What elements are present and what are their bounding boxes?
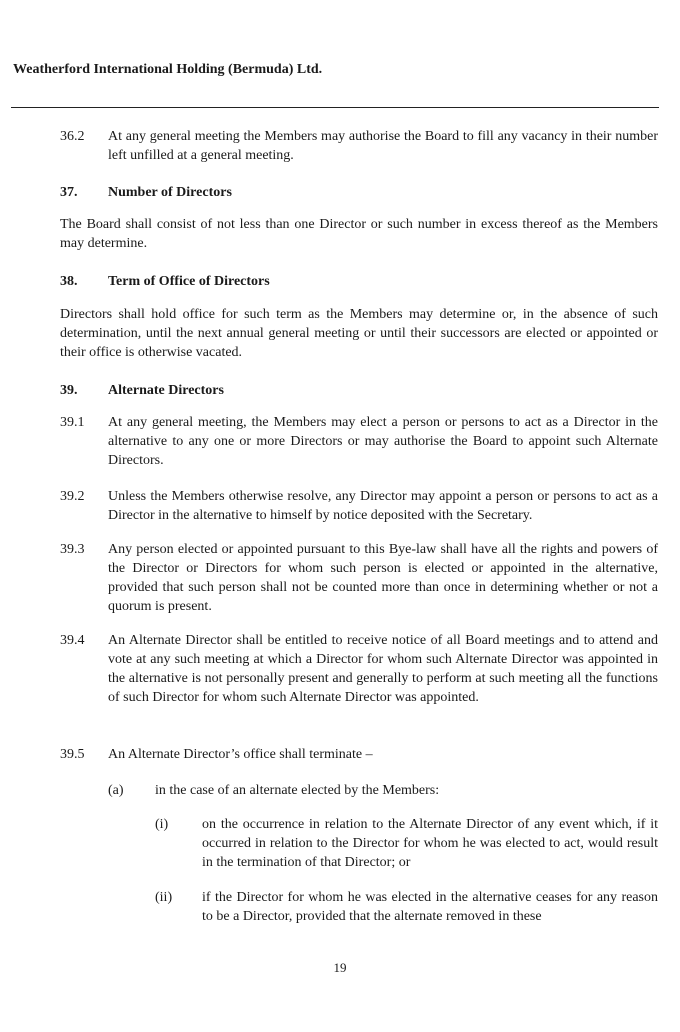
clause-text: At any general meeting the Members may authorise the Board to fill any vacancy in their number left unfilled at a general meeting. bbox=[108, 129, 658, 163]
heading-number: 37. bbox=[60, 185, 78, 200]
clause-text: in the case of an alternate elected by the Members: bbox=[155, 783, 440, 798]
clause-text: if the Director for whom he was elected in the alternative ceases for any reason to be a Director, provided that the alternate removed in these bbox=[202, 890, 658, 924]
clause-number: 36.2 bbox=[60, 129, 85, 144]
heading-number: 38. bbox=[60, 274, 78, 289]
page-number: 19 bbox=[333, 960, 347, 975]
clause-number: 39.2 bbox=[60, 489, 85, 504]
clause-text: An Alternate Director shall be entitled to receive notice of all Board meetings and to attend and vote at any such meeting at which a Director for whom such Alternate Director was appointed in the alternative is not personally present and generally to perform at such meeting all the functions of such Director for whom such Alternate Director was appointed. bbox=[108, 633, 658, 705]
clause-text: Unless the Members otherwise resolve, any Director may appoint a person or persons to act as a Director in the alternative to himself by notice deposited with the Secretary. bbox=[108, 489, 658, 523]
header-rule bbox=[11, 107, 659, 108]
clause-number: 39.4 bbox=[60, 633, 85, 648]
heading-number: 39. bbox=[60, 383, 78, 398]
paragraph-text: Directors shall hold office for such term as the Members may determine or, in the absence of such determination, until the next annual general meeting or until their successors are elected or appointed or their office is otherwise vacated. bbox=[60, 307, 658, 360]
clause-text: At any general meeting, the Members may elect a person or persons to act as a Director in the alternative to any one or more Directors or may authorise the Board to appoint such Alternate Directors. bbox=[108, 415, 658, 468]
clause-number: (ii) bbox=[155, 890, 173, 905]
document-header: Weatherford International Holding (Bermuda) Ltd. bbox=[13, 62, 323, 77]
heading-title: Term of Office of Directors bbox=[108, 274, 270, 289]
clause-number: 39.5 bbox=[60, 747, 85, 762]
clause-number: (a) bbox=[108, 783, 124, 798]
paragraph-text: The Board shall consist of not less than one Director or such number in excess thereof as the Members may determine. bbox=[60, 217, 658, 251]
clause-text: on the occurrence in relation to the Alternate Director of any event which, if it occurred in relation to the Director for whom he was elected to act, would result in the termination of that Director; or bbox=[202, 817, 658, 870]
clause-number: 39.1 bbox=[60, 415, 85, 430]
clause-text: Any person elected or appointed pursuant to this Bye-law shall have all the rights and powers of the Director or Directors for whom such person is elected or appointed in the alternative, provided that such person shall not be counted more than once in determining whether or not a quorum is present. bbox=[108, 542, 658, 614]
heading-title: Alternate Directors bbox=[108, 383, 224, 398]
heading-title: Number of Directors bbox=[108, 185, 232, 200]
clause-text: An Alternate Director’s office shall terminate – bbox=[108, 747, 373, 762]
clause-number: (i) bbox=[155, 817, 169, 832]
clause-number: 39.3 bbox=[60, 542, 85, 557]
